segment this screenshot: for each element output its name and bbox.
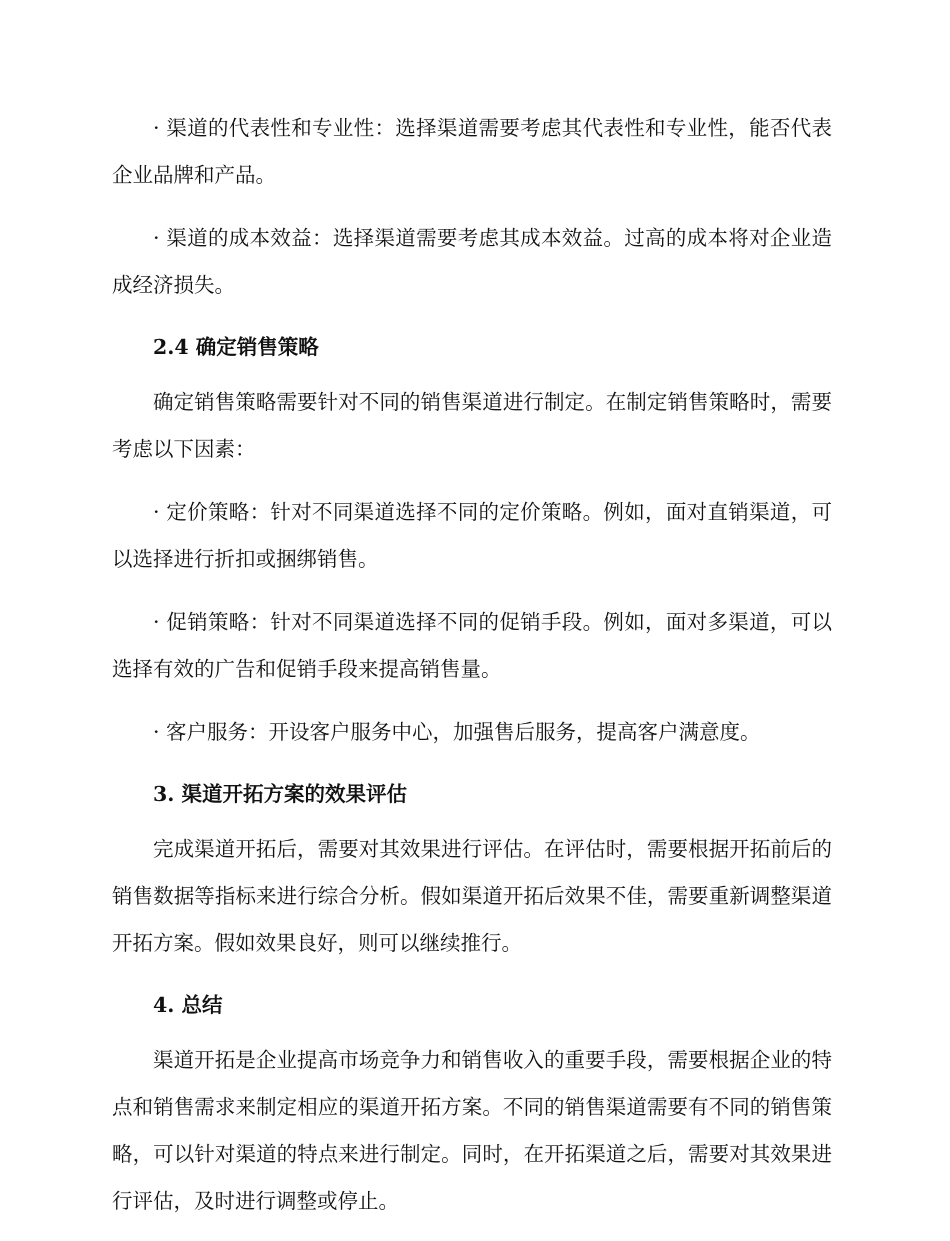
paragraph-pricing-strategy: · 定价策略：针对不同渠道选择不同的定价策略。例如，面对直销渠道，可以选择进行折扣或捆绑销售。 (112, 500, 832, 571)
paragraph-channel-representativeness: · 渠道的代表性和专业性：选择渠道需要考虑其代表性和专业性，能否代表企业品牌和产品。 (112, 116, 832, 187)
paragraph-summary: 渠道开拓是企业提高市场竞争力和销售收入的重要手段，需要根据企业的特点和销售需求来制定相应的渠道开拓方案。不同的销售渠道需要有不同的销售策略，可以针对渠道的特点来进行制定。同时，在开拓渠道之后，需要对其效果进行评估，及时进行调整或停止。 (112, 1048, 832, 1213)
paragraph-customer-service: · 客户服务：开设客户服务中心，加强售后服务，提高客户满意度。 (153, 720, 761, 744)
heading-effect-evaluation: 3. 渠道开拓方案的效果评估 (153, 782, 408, 806)
paragraph-sales-strategy-intro: 确定销售策略需要针对不同的销售渠道进行制定。在制定销售策略时，需要考虑以下因素： (112, 390, 832, 461)
paragraph-effect-evaluation: 完成渠道开拓后，需要对其效果进行评估。在评估时，需要根据开拓前后的销售数据等指标来进行综合分析。假如渠道开拓后效果不佳，需要重新调整渠道开拓方案。假如效果良好，则可以继续推行。 (112, 837, 832, 955)
heading-summary: 4. 总结 (153, 993, 223, 1017)
paragraph-promotion-strategy: · 促销策略：针对不同渠道选择不同的促销手段。例如，面对多渠道，可以选择有效的广告和促销手段来提高销售量。 (112, 610, 832, 681)
document-page (112, 105, 832, 1241)
heading-sales-strategy: 2.4 确定销售策略 (153, 335, 319, 359)
paragraph-channel-cost-benefit: · 渠道的成本效益：选择渠道需要考虑其成本效益。过高的成本将对企业造成经济损失。 (112, 226, 832, 297)
